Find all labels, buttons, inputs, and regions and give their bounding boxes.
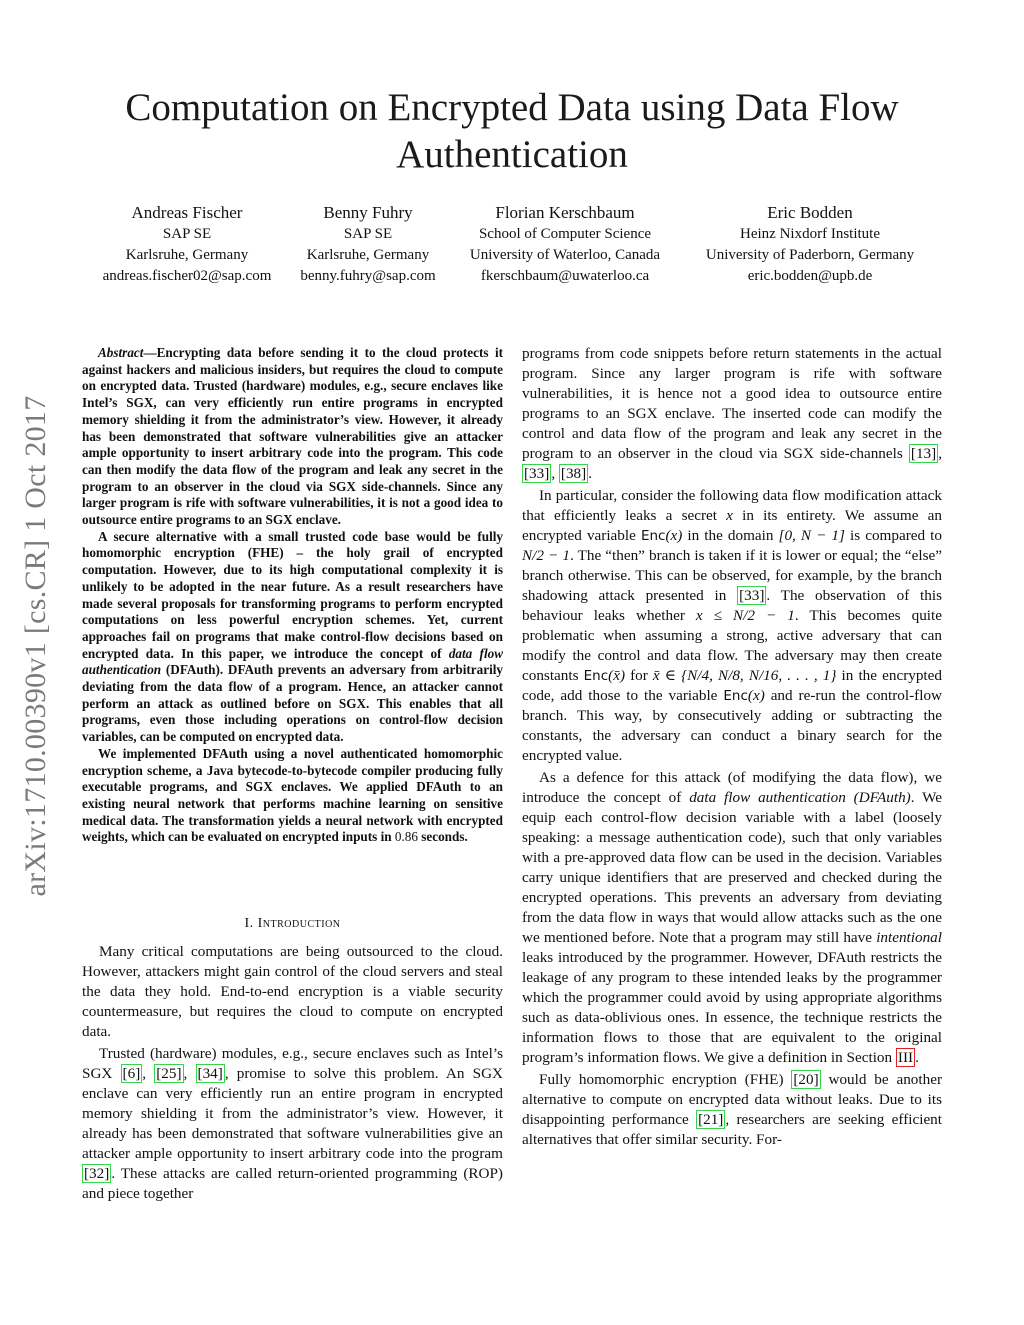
math-enc: Enc <box>640 528 666 544</box>
math-variable: x <box>726 507 733 524</box>
body-text: programs from code snippets before return statements in the actual program. Since any larger program is rife with software vulnerabilities, it is hence not a good idea to outsource entire programs to an SGX enclave. The inserted code can modify the control and data flow of the program and leak any secret in the program to an observer in the cloud via SGX side-channels <box>522 345 942 462</box>
author-block-4 <box>686 202 934 287</box>
body-text: , researchers are seeking efficient alternatives that offer similar security. For- <box>522 1111 942 1148</box>
right-column <box>522 344 942 1152</box>
body-text: for <box>625 667 653 684</box>
author-org: Heinz Nixdorf Institute <box>740 226 880 242</box>
citation-link[interactable]: [34] <box>197 1065 223 1082</box>
author-name: Florian Kerschbaum <box>495 203 635 222</box>
body-paragraph <box>522 1070 942 1150</box>
body-text: . We equip each control-flow decision variable with a label (loosely speaking: a message authentication code), such that only variables with a pre-approved data flow can be used in the decision. Variables carry unique identifiers that are preserved and checked during the encrypted operations. This prevents an adversary from deviating from the data flow in ways that would allow attacks such as the one we mentioned before. Note that a program may still have <box>522 789 942 946</box>
body-text: would be another alternative to compute on encrypted data without leaks. Due to its disappointing performance <box>522 1071 942 1128</box>
abstract-text: (DFAuth). DFAuth prevents an adversary from arbitrarily deviating from the data flow of a program. Hence, an attacker cannot perform an attack as outlined before on SGX. This enables that all programs, even those including operations on control-flow decision variables, can be computed on encrypted data. <box>82 662 503 745</box>
section-title: Introduction <box>257 916 341 931</box>
section-heading <box>82 914 503 934</box>
author-email: andreas.fischer02@sap.com <box>102 268 272 284</box>
intro-paragraph: Many critical computations are being outsourced to the cloud. However, attackers might gain control of the cloud servers and steal the data they hold. End-to-end encryption is a viable security countermeasure, but requires the cloud to compute on encrypted data. <box>82 943 503 1040</box>
body-text: in its entirety. We assume an encrypted variable <box>522 507 942 544</box>
body-text: . The observation of this behaviour leaks whether <box>522 587 942 624</box>
body-emphasis: intentional <box>876 929 942 946</box>
author-block-2 <box>290 202 446 287</box>
math-expression: x ≤ N/2 − 1 <box>695 607 795 624</box>
author-org: SAP SE <box>343 226 393 242</box>
author-name: Benny Fuhry <box>323 203 413 222</box>
paper-title: Computation on Encrypted Data using Data Flow Authentication <box>125 86 899 176</box>
citation-link[interactable]: [13] <box>910 445 937 462</box>
section-number: I. <box>244 916 254 931</box>
body-emphasis: data flow authentication (DFAuth) <box>689 789 911 806</box>
citation-link[interactable]: [6] <box>122 1065 141 1082</box>
abstract-label: Abstract <box>98 345 144 360</box>
body-text: leaks introduced by the programmer. However, DFAuth restricts the leakage of any program to these intended leaks by the programmer which the programmer could avoid by using appropriate algorithms such as data-oblivious ones. In essence, the technique restricts the information flows to those that are equivalent to the original program’s information flows. We give a definition in Section <box>522 949 942 1066</box>
math-expression: [0, N − 1] <box>778 527 845 544</box>
abstract-paragraph: Abstract—Encrypting data before sending it to the cloud protects it against hackers and malicious insiders, but requires the cloud to compute on encrypted data. Trusted (hardware) modules, e.g., secure enclaves like Intel’s SGX, can very efficiently run entire programs in encrypted memory shielding it from the administrator’s view. However, it already has been demonstrated that software vulnerabilities give an attacker ample opportunity to insert arbitrary code into the program. This code can then modify the data flow of the program and leak any secret in the program to an observer in the cloud via SGX side-channels. Since any larger program is rife with software vulnerabilities, it is not a good idea to outsource entire programs to an SGX enclave. <box>82 345 503 528</box>
body-paragraph: As a defence for this attack (of modifying the data flow), we introduce the concept of data flow authentication (DFAuth). We equip each control-flow decision variable with a label (loosely speaking: a message authentication code), such that only variables with a pre-approved data flow can be used in the decision. Variables carry unique identifiers that are preserved and checked during the encrypted operations. This prevents an adversary from deviating from the data flow in ways that would allow attacks such as the one we mentioned before. Note that a program may still have intentional leaks introduced by the programmer. However, DFAuth restricts the leakage of any program to these intended leaks by the programmer which the programmer could avoid by using appropriate algorithms such as data-oblivious ones. In essence, the technique restricts the information flows to those that are equivalent to the original program’s information flows. We give a definition in Section III . <box>522 769 942 1066</box>
math-expression: (x) <box>665 527 683 544</box>
abstract-emphasis: data flow authentication <box>82 645 504 678</box>
body-paragraph <box>522 486 942 766</box>
author-org: SAP SE <box>162 226 212 242</box>
arxiv-identifier: arXiv:1710.00390v1 [cs.CR] 1 Oct 2017 <box>19 395 52 897</box>
body-text: Fully homomorphic encryption (FHE) <box>539 1071 792 1088</box>
abstract-text: Encrypting data before sending it to the cloud protects it against hackers and malicious insiders, but requires the cloud to compute on encrypted data. Trusted (hardware) modules, e.g., secure enclaves like Intel’s SGX, can very efficiently run entire programs in encrypted memory shielding it from the administrator’s view. However, it already has been demonstrated that software vulnerabilities give an attacker ample opportunity to insert arbitrary code into the program. This code can then modify the data flow of the program and leak any secret in the program to an observer in the cloud via SGX side-channels. Since any larger program is rife with software vulnerabilities, it is not a good idea to outsource entire programs to an SGX enclave. <box>82 345 503 528</box>
math-expression: x̄ ∈ {N/4, N/8, N/16, . . . , 1} <box>652 667 837 684</box>
citation-link[interactable]: [21] <box>698 1111 724 1128</box>
abstract-text: A secure alternative with a small trusted code base would be fully homomorphic encryption (FHE) – the holy grail of encrypted computation. However, due to its high computational complexity it is unlikely to be adopted in the near future. As a result researchers have made several proposals for transforming programs to perform encrypted computations on less powerful encryption schemes. Yet, current approaches fail on programs that make control-flow decisions based on encrypted data. In this paper, we introduce the concept of <box>82 528 503 661</box>
citation-link[interactable]: [38] <box>560 465 587 482</box>
author-location: University of Waterloo, Canada <box>469 247 661 263</box>
body-text: In particular, consider the following data flow modification attack that efficiently leaks a secret <box>522 487 942 524</box>
math-expression: (x) <box>747 687 765 704</box>
author-org: School of Computer Science <box>478 226 652 242</box>
author-block-3 <box>452 202 678 287</box>
math-enc: Enc <box>583 668 609 684</box>
body-text: in the encrypted code, add those to the variable <box>522 667 942 704</box>
abstract-paragraph <box>82 746 503 846</box>
author-location: Karlsruhe, Germany <box>125 247 249 263</box>
author-email: fkerschbaum@uwaterloo.ca <box>480 268 650 284</box>
author-location: University of Paderborn, Germany <box>705 247 915 263</box>
abstract-number: 0.86 <box>394 829 418 845</box>
abstract-text: seconds. <box>417 829 468 845</box>
body-text: . This becomes quite problematic when assuming a strong, active adversary that can modify the control and data flow. The adversary may then create constants <box>522 607 942 684</box>
section-reference-link[interactable]: III <box>897 1049 914 1066</box>
body-paragraph: programs from code snippets before return statements in the actual program. Since any larger program is rife with software vulnerabilities, it is hence not a good idea to outsource entire programs to an SGX enclave. The inserted code can modify the control and data flow of the program and leak any secret in the program to an observer in the cloud via SGX side-channels [13] , [33] , [38] . <box>522 345 942 482</box>
citation-link[interactable]: [33] <box>739 587 765 604</box>
citation-link[interactable]: [25] <box>156 1065 182 1082</box>
math-expression: (x̄) <box>608 667 625 684</box>
intro-text: , promise to solve this problem. An SGX enclave can very efficiently run an entire program in encrypted memory shielding it from the administrator’s view. However, it already has been demonstrated that software vulnerabilities give an attacker ample opportunity to insert arbitrary code into the program <box>82 1065 504 1162</box>
body-text: in the domain <box>682 527 779 544</box>
author-email: benny.fuhry@sap.com <box>300 268 436 284</box>
author-name: Andreas Fischer <box>131 203 243 222</box>
introduction-column <box>82 942 503 1206</box>
body-text: . The “then” branch is taken if it is lower or equal; the “else” branch otherwise. This can be observed, for example, by the branch shadowing attack presented in <box>522 547 943 604</box>
math-expression: N/2 − 1 <box>522 547 570 564</box>
citation-link[interactable]: [20] <box>793 1071 819 1088</box>
author-block-1 <box>92 202 282 287</box>
abstract <box>82 345 503 846</box>
author-email: eric.bodden@upb.de <box>747 268 873 284</box>
abstract-paragraph <box>82 529 503 746</box>
body-text: is compared to <box>844 527 942 544</box>
body-text: and re-run the control-flow branch. This way, by consecutively adding or subtracting the constants, the adversary can conduct a binary search for the encrypted value. <box>522 687 943 764</box>
intro-paragraph: Trusted (hardware) modules, e.g., secure enclaves such as Intel’s SGX [6] , [25] , [34] , promise to solve this problem. An SGX enclave can very efficiently run an entire program in encrypted memory shielding it from the administrator’s view. However, it already has been demonstrated that software vulnerabilities give an attacker ample opportunity to insert arbitrary code into the program [32] . These attacks are called return-oriented programming (ROP) and piece together <box>82 1045 504 1202</box>
abstract-text: We implemented DFAuth using a novel authenticated homomorphic encryption scheme, a Java bytecode-to-bytecode compiler producing fully executable programs, and SGX enclaves. We applied DFAuth to an existing neural network that performs machine learning on sensitive medical data. The transformation yields a neural network with encrypted weights, which can be evaluated on encrypted inputs in <box>82 745 503 845</box>
author-name: Eric Bodden <box>767 203 853 222</box>
arxiv-sidebar <box>16 360 56 932</box>
body-text: As a defence for this attack (of modifying the data flow), we introduce the concept of <box>522 769 942 806</box>
intro-text: Trusted (hardware) modules, e.g., secure enclaves such as Intel’s SGX <box>82 1045 503 1082</box>
citation-link[interactable]: [33] <box>524 465 550 482</box>
citation-link[interactable]: [32] <box>84 1165 110 1182</box>
math-enc: Enc <box>723 688 748 704</box>
intro-text: . These attacks are called return-oriented programming (ROP) and piece together <box>82 1165 503 1202</box>
author-location: Karlsruhe, Germany <box>306 247 430 263</box>
